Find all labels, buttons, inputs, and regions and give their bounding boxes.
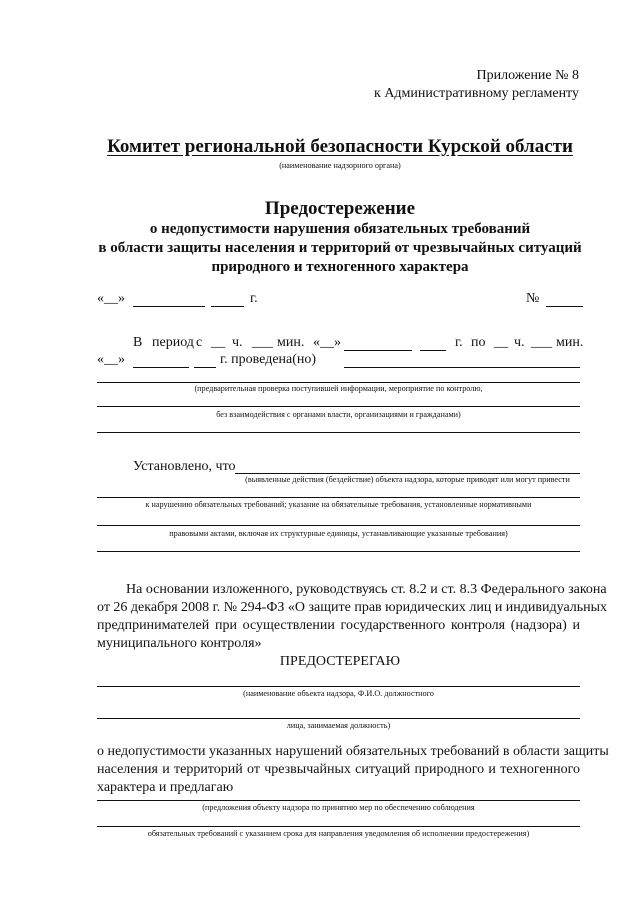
committee-caption: (наименование надзорного органа) [279, 161, 401, 170]
inadmissibility-line-2: населения и территорий от чрезвычайных ситуаций природного и техногенного [97, 762, 580, 777]
period-end-month-blank[interactable] [133, 367, 189, 368]
caption-interaction: без взаимодействия с органами власти, организациями и гражданами) [216, 410, 461, 419]
date-year-suffix: г. [250, 291, 258, 306]
basis-line-1: На основании изложенного, руководствуясь ст. 8.2 и ст. 8.3 Федерального закона [126, 582, 607, 597]
warn-label: ПРЕДОСТЕРЕГАЮ [279, 654, 401, 669]
period-start-min[interactable]: ___ [252, 335, 273, 350]
object-line[interactable] [97, 686, 580, 687]
title-sub-2: в области защиты населения и территорий от чрезвычайных ситуаций [98, 240, 582, 256]
caption-check: (предварительная проверка поступившей информации, мероприятие по контролю, [194, 384, 483, 393]
period-word-v: В [133, 335, 143, 350]
date-month-blank[interactable] [133, 306, 205, 307]
date-year-blank[interactable] [211, 306, 244, 307]
period-word-min: мин. [277, 335, 305, 350]
extra-line-1[interactable] [97, 432, 580, 433]
number-blank[interactable] [546, 306, 583, 307]
period-conducted: г. проведена(но) [220, 352, 317, 367]
number-sign: № [526, 291, 540, 306]
appendix-number: Приложение № 8 [476, 68, 579, 83]
committee-name: Комитет региональной безопасности Курской области [107, 136, 573, 157]
period-end-min[interactable]: ___ [531, 335, 552, 350]
inadmissibility-line-1: о недопустимости указанных нарушений обязательных требований в области защиты [97, 744, 609, 759]
appendix-regulation: к Административному регламенту [374, 86, 579, 101]
measures-line[interactable] [97, 800, 580, 801]
caption-actions: (выявленные действия (бездействие) объекта надзора, которые приводят или могут привести [245, 475, 570, 484]
caption-acts: правовыми актами, включая их структурные единицы, устанавливающие указанные требования) [169, 529, 508, 538]
check-type-line[interactable] [97, 382, 580, 383]
period-end-day-quote: «__» [97, 352, 125, 367]
date-day-quote: «__» [97, 291, 125, 306]
inadmissibility-line-3: характера и предлагаю [97, 780, 234, 795]
caption-violation: к нарушению обязательных требований; указание на обязательные требования, установленные нормативными [145, 500, 532, 509]
basis-line-2: от 26 декабря 2008 г. № 294-ФЗ «О защите прав юридических лиц и индивидуальных [97, 600, 608, 615]
caption-object: (наименование объекта надзора, Ф.И.О. должностного [243, 689, 434, 698]
violation-line[interactable] [97, 497, 580, 498]
basis-line-4: муниципального контроля» [97, 636, 262, 651]
period-end-year-blank[interactable] [194, 367, 216, 368]
established-line[interactable] [235, 473, 580, 474]
interaction-line[interactable] [97, 406, 580, 407]
period-word-g: г. [455, 335, 463, 350]
period-start-month-blank[interactable] [344, 350, 412, 351]
document-title: Предостережение [264, 198, 416, 219]
period-word-po: по [471, 335, 486, 350]
caption-measures: (предложения объекту надзора по принятию мер по обеспечению соблюдения [202, 803, 475, 812]
established-label: Установлено, что [133, 459, 236, 474]
caption-position: лица, занимаемая должность) [286, 721, 391, 730]
period-start-day-quote: «__» [313, 335, 341, 350]
position-line[interactable] [97, 718, 580, 719]
period-word-min-2: мин. [556, 335, 584, 350]
period-start-year-blank[interactable] [420, 350, 446, 351]
period-word-hour-2: ч. [514, 335, 525, 350]
period-conducted-blank[interactable] [344, 367, 580, 368]
title-sub-1: о недопустимости нарушения обязательных требований [149, 221, 531, 237]
period-word-period: период [152, 335, 194, 350]
deadline-line[interactable] [97, 826, 580, 827]
extra-line-2[interactable] [97, 551, 580, 552]
caption-deadline: обязательных требований с указанием срока для направления уведомления об исполнении предостережения) [147, 829, 530, 838]
basis-line-3: предпринимателей при осуществлении государственного контроля (надзора) и [97, 618, 580, 633]
title-sub-3: природного и техногенного характера [211, 259, 469, 275]
period-word-s: с [196, 335, 203, 350]
period-end-hour[interactable]: __ [494, 335, 508, 350]
period-word-hour: ч. [232, 335, 243, 350]
period-start-hour[interactable]: __ [211, 335, 225, 350]
acts-line[interactable] [97, 525, 580, 526]
